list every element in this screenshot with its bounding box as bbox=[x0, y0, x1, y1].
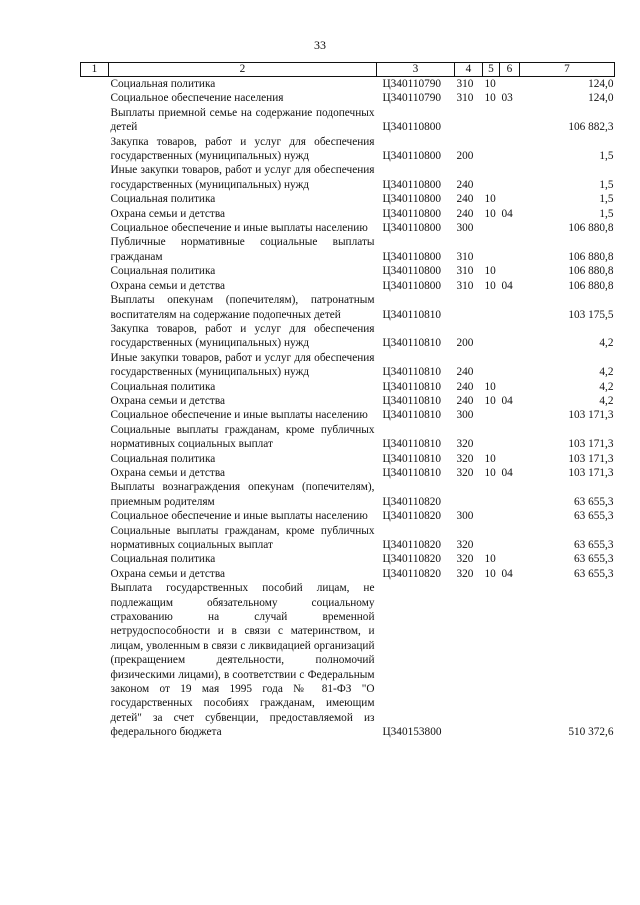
row-target-code: Ц340110800 bbox=[382, 279, 442, 292]
row-expense-type: 300 bbox=[456, 510, 474, 523]
row-target-code: Ц340110820 bbox=[382, 495, 442, 508]
row-target-code: Ц340110800 bbox=[382, 250, 442, 263]
row-index-cell bbox=[81, 380, 109, 394]
row-expense-type bbox=[455, 581, 483, 739]
row-expense-type: 240 bbox=[456, 394, 474, 407]
row-index-cell bbox=[81, 581, 109, 739]
row-subsection bbox=[500, 135, 520, 164]
row-expense-type: 200 bbox=[456, 337, 474, 350]
row-description: Закупка товаров, работ и услуг для обеспечения государственных (муниципальных) нужд bbox=[110, 322, 375, 350]
row-target-code: Ц340110810 bbox=[382, 337, 442, 350]
row-section: 10 bbox=[484, 193, 496, 206]
row-target-code: Ц340110800 bbox=[382, 265, 442, 278]
row-amount: 1,5 bbox=[599, 150, 614, 163]
row-amount: 1,5 bbox=[599, 193, 614, 206]
row-expense-type: 200 bbox=[456, 150, 474, 163]
row-subsection: 04 bbox=[501, 394, 513, 407]
row-index-cell bbox=[81, 351, 109, 380]
table-row bbox=[81, 394, 615, 408]
row-target-code: Ц340110800 bbox=[382, 150, 442, 163]
table-row bbox=[81, 351, 615, 380]
row-amount: 4,2 bbox=[599, 337, 614, 350]
row-section: 10 bbox=[484, 380, 496, 393]
row-section bbox=[483, 221, 500, 235]
row-index-cell bbox=[81, 466, 109, 480]
row-amount: 63 655,3 bbox=[573, 510, 614, 523]
table-row bbox=[81, 480, 615, 509]
row-subsection bbox=[500, 552, 520, 566]
column-header: 4 bbox=[455, 63, 483, 77]
row-section bbox=[483, 235, 500, 264]
row-description: Охрана семьи и детства bbox=[110, 279, 226, 292]
column-header-row bbox=[81, 63, 615, 77]
row-section bbox=[483, 351, 500, 380]
row-subsection bbox=[500, 452, 520, 466]
row-target-code: Ц340110820 bbox=[382, 510, 442, 523]
row-index-cell bbox=[81, 91, 109, 105]
row-amount: 510 372,6 bbox=[568, 726, 614, 739]
row-index-cell bbox=[81, 480, 109, 509]
row-expense-type: 240 bbox=[456, 380, 474, 393]
row-section: 10 bbox=[484, 207, 496, 220]
row-target-code: Ц340110820 bbox=[382, 567, 442, 580]
row-section: 10 bbox=[484, 279, 496, 292]
row-index-cell bbox=[81, 423, 109, 452]
row-description: Охрана семьи и детства bbox=[110, 466, 226, 479]
row-index-cell bbox=[81, 192, 109, 206]
row-section bbox=[483, 509, 500, 523]
row-subsection bbox=[500, 380, 520, 394]
row-amount: 63 655,3 bbox=[573, 567, 614, 580]
row-expense-type bbox=[455, 480, 483, 509]
row-amount: 103 171,3 bbox=[568, 452, 614, 465]
row-target-code: Ц340110790 bbox=[382, 92, 442, 105]
row-description: Выплаты приемной семье на содержание подопечных детей bbox=[110, 106, 375, 134]
row-description: Социальная политика bbox=[110, 78, 216, 90]
row-description: Выплаты опекунам (попечителям), патронатным воспитателям на содержание подопечных детей bbox=[110, 294, 375, 321]
row-target-code: Ц340110800 bbox=[382, 222, 442, 235]
row-description: Иные закупки товаров, работ и услуг для обеспечения государственных (муниципальных) нужд bbox=[110, 351, 375, 379]
page-number: 33 bbox=[314, 38, 326, 52]
table-row bbox=[81, 235, 615, 264]
row-section bbox=[483, 581, 500, 739]
row-index-cell bbox=[81, 207, 109, 221]
row-expense-type: 240 bbox=[456, 178, 474, 191]
row-index-cell bbox=[81, 221, 109, 235]
row-target-code: Ц340110790 bbox=[382, 78, 442, 90]
row-description: Выплаты вознаграждения опекунам (попечителям), приемным родителям bbox=[110, 481, 375, 508]
row-subsection: 04 bbox=[501, 567, 513, 580]
row-subsection bbox=[500, 408, 520, 422]
row-target-code: Ц340110820 bbox=[382, 553, 442, 566]
row-section: 10 bbox=[484, 394, 496, 407]
table-row bbox=[81, 581, 615, 739]
row-amount: 124,0 bbox=[588, 92, 614, 105]
column-header: 2 bbox=[109, 63, 377, 77]
row-expense-type: 320 bbox=[456, 452, 474, 465]
row-description: Охрана семьи и детства bbox=[110, 394, 226, 407]
row-amount: 63 655,3 bbox=[573, 539, 614, 551]
row-subsection bbox=[500, 509, 520, 523]
row-target-code: Ц340110810 bbox=[382, 308, 442, 321]
table-row bbox=[81, 91, 615, 105]
table-row bbox=[81, 106, 615, 135]
row-section bbox=[483, 524, 500, 553]
row-index-cell bbox=[81, 106, 109, 135]
row-section bbox=[483, 135, 500, 164]
table-row bbox=[81, 423, 615, 452]
table-row bbox=[81, 279, 615, 293]
row-amount: 103 171,3 bbox=[568, 438, 614, 451]
row-expense-type: 310 bbox=[456, 250, 474, 263]
row-subsection bbox=[500, 235, 520, 264]
row-index-cell bbox=[81, 264, 109, 278]
row-index-cell bbox=[81, 235, 109, 264]
column-header: 7 bbox=[520, 63, 615, 77]
row-expense-type: 320 bbox=[456, 567, 474, 580]
row-description: Социальное обеспечение и иные выплаты населению bbox=[110, 409, 368, 422]
row-target-code: Ц340110810 bbox=[382, 380, 442, 393]
row-description: Социальное обеспечение и иные выплаты населению bbox=[110, 222, 368, 235]
table-row bbox=[81, 163, 615, 192]
row-amount: 103 171,3 bbox=[568, 466, 614, 479]
row-expense-type: 310 bbox=[456, 92, 474, 105]
row-subsection bbox=[500, 163, 520, 192]
row-section bbox=[483, 480, 500, 509]
table-row bbox=[81, 567, 615, 581]
row-subsection bbox=[500, 480, 520, 509]
column-header: 1 bbox=[81, 63, 109, 77]
row-amount: 4,2 bbox=[599, 380, 614, 393]
row-subsection bbox=[500, 322, 520, 351]
row-subsection bbox=[500, 264, 520, 278]
row-expense-type: 240 bbox=[456, 193, 474, 206]
table-row bbox=[81, 293, 615, 322]
row-target-code: Ц340110810 bbox=[382, 466, 442, 479]
row-expense-type: 240 bbox=[456, 366, 474, 379]
row-amount: 124,0 bbox=[588, 78, 614, 90]
row-amount: 106 880,8 bbox=[568, 279, 614, 292]
row-target-code: Ц340110820 bbox=[382, 539, 442, 551]
row-index-cell bbox=[81, 322, 109, 351]
row-amount: 106 880,8 bbox=[568, 250, 614, 263]
row-section: 10 bbox=[484, 92, 496, 105]
row-section bbox=[483, 293, 500, 322]
budget-table bbox=[80, 62, 615, 740]
row-amount: 4,2 bbox=[599, 366, 614, 379]
row-expense-type: 310 bbox=[456, 279, 474, 292]
row-subsection bbox=[500, 77, 520, 92]
table-row bbox=[81, 509, 615, 523]
row-target-code: Ц340153800 bbox=[382, 726, 442, 739]
table-row bbox=[81, 207, 615, 221]
row-description: Социальная политика bbox=[110, 380, 216, 393]
row-subsection bbox=[500, 106, 520, 135]
row-index-cell bbox=[81, 452, 109, 466]
row-description: Социальное обеспечение и иные выплаты населению bbox=[110, 510, 368, 523]
row-target-code: Ц340110810 bbox=[382, 438, 442, 451]
row-index-cell bbox=[81, 567, 109, 581]
row-index-cell bbox=[81, 552, 109, 566]
table-row bbox=[81, 380, 615, 394]
row-description: Выплата государственных пособий лицам, не подлежащим обязательному социальному страхованию на случай временной нетрудоспособности и в связи с материнством, и лицам, уволенным в связи с ликвидацией организаций (прекращением деятельности, полномочий физическими лицами), в соответствии с Федеральным законом от 19 мая 1995 года № 81-ФЗ "О государственных пособиях гражданам, имеющим детей" за счет субвенции, предоставляемой из федерального бюджета bbox=[110, 582, 375, 739]
row-expense-type: 320 bbox=[456, 539, 474, 551]
row-amount: 63 655,3 bbox=[573, 553, 614, 566]
table-row bbox=[81, 452, 615, 466]
row-subsection: 04 bbox=[501, 466, 513, 479]
row-description: Охрана семьи и детства bbox=[110, 207, 226, 220]
row-section bbox=[483, 423, 500, 452]
row-expense-type: 300 bbox=[456, 409, 474, 422]
row-expense-type: 300 bbox=[456, 222, 474, 235]
row-expense-type: 240 bbox=[456, 207, 474, 220]
row-description: Социальная политика bbox=[110, 193, 216, 206]
table-body bbox=[81, 77, 615, 740]
row-section: 10 bbox=[484, 265, 496, 278]
table-row bbox=[81, 221, 615, 235]
row-description: Закупка товаров, работ и услуг для обеспечения государственных (муниципальных) нужд bbox=[110, 135, 375, 163]
row-target-code: Ц340110800 bbox=[382, 193, 442, 206]
row-amount: 106 880,8 bbox=[568, 222, 614, 235]
row-section: 10 bbox=[484, 466, 496, 479]
row-index-cell bbox=[81, 394, 109, 408]
row-index-cell bbox=[81, 524, 109, 553]
row-description: Социальные выплаты гражданам, кроме публичных нормативных социальных выплат bbox=[110, 524, 375, 551]
row-description: Охрана семьи и детства bbox=[110, 567, 226, 580]
table-row bbox=[81, 264, 615, 278]
row-index-cell bbox=[81, 135, 109, 164]
row-target-code: Ц340110800 bbox=[382, 178, 442, 191]
row-target-code: Ц340110800 bbox=[382, 207, 442, 220]
row-index-cell bbox=[81, 509, 109, 523]
row-expense-type bbox=[455, 106, 483, 135]
row-target-code: Ц340110800 bbox=[382, 121, 442, 134]
column-header: 3 bbox=[377, 63, 455, 77]
row-amount: 103 175,5 bbox=[568, 308, 614, 321]
row-section: 10 bbox=[484, 553, 496, 566]
row-subsection: 04 bbox=[501, 279, 513, 292]
row-section: 10 bbox=[484, 78, 496, 90]
row-subsection bbox=[500, 221, 520, 235]
row-subsection bbox=[500, 524, 520, 553]
row-expense-type: 320 bbox=[456, 466, 474, 479]
row-section bbox=[483, 163, 500, 192]
row-section: 10 bbox=[484, 452, 496, 465]
row-section: 10 bbox=[484, 567, 496, 580]
row-expense-type bbox=[455, 293, 483, 322]
row-target-code: Ц340110810 bbox=[382, 452, 442, 465]
row-amount: 4,2 bbox=[599, 394, 614, 407]
row-subsection bbox=[500, 192, 520, 206]
row-description: Социальное обеспечение населения bbox=[110, 92, 284, 105]
row-description: Социальные выплаты гражданам, кроме публичных нормативных социальных выплат bbox=[110, 423, 375, 451]
table-row bbox=[81, 408, 615, 422]
row-subsection: 04 bbox=[501, 207, 513, 220]
row-target-code: Ц340110810 bbox=[382, 394, 442, 407]
table-row bbox=[81, 135, 615, 164]
row-description: Социальная политика bbox=[110, 265, 216, 278]
row-subsection: 03 bbox=[501, 92, 513, 105]
row-expense-type: 320 bbox=[456, 438, 474, 451]
row-description: Иные закупки товаров, работ и услуг для обеспечения государственных (муниципальных) нужд bbox=[110, 164, 375, 191]
row-target-code: Ц340110810 bbox=[382, 409, 442, 422]
row-amount: 63 655,3 bbox=[573, 495, 614, 508]
row-amount: 1,5 bbox=[599, 207, 614, 220]
table-row bbox=[81, 192, 615, 206]
row-amount: 106 882,3 bbox=[568, 121, 614, 134]
row-expense-type: 320 bbox=[456, 553, 474, 566]
table-row bbox=[81, 466, 615, 480]
row-description: Социальная политика bbox=[110, 452, 216, 465]
row-description: Социальная политика bbox=[110, 553, 216, 566]
row-amount: 103 171,3 bbox=[568, 409, 614, 422]
column-header: 5 bbox=[483, 63, 500, 77]
column-header: 6 bbox=[500, 63, 520, 77]
row-subsection bbox=[500, 423, 520, 452]
row-index-cell bbox=[81, 77, 109, 92]
row-subsection bbox=[500, 293, 520, 322]
row-index-cell bbox=[81, 279, 109, 293]
row-section bbox=[483, 408, 500, 422]
row-amount: 106 880,8 bbox=[568, 265, 614, 278]
row-section bbox=[483, 106, 500, 135]
row-section bbox=[483, 322, 500, 351]
table-row bbox=[81, 322, 615, 351]
table-row bbox=[81, 524, 615, 553]
row-description: Публичные нормативные социальные выплаты гражданам bbox=[110, 236, 375, 263]
row-expense-type: 310 bbox=[456, 265, 474, 278]
row-index-cell bbox=[81, 163, 109, 192]
table-row bbox=[81, 552, 615, 566]
row-index-cell bbox=[81, 293, 109, 322]
row-index-cell bbox=[81, 408, 109, 422]
row-target-code: Ц340110810 bbox=[382, 366, 442, 379]
row-amount: 1,5 bbox=[599, 178, 614, 191]
row-subsection bbox=[500, 351, 520, 380]
row-expense-type: 310 bbox=[456, 78, 474, 90]
table-row bbox=[81, 77, 615, 92]
row-subsection bbox=[500, 581, 520, 739]
